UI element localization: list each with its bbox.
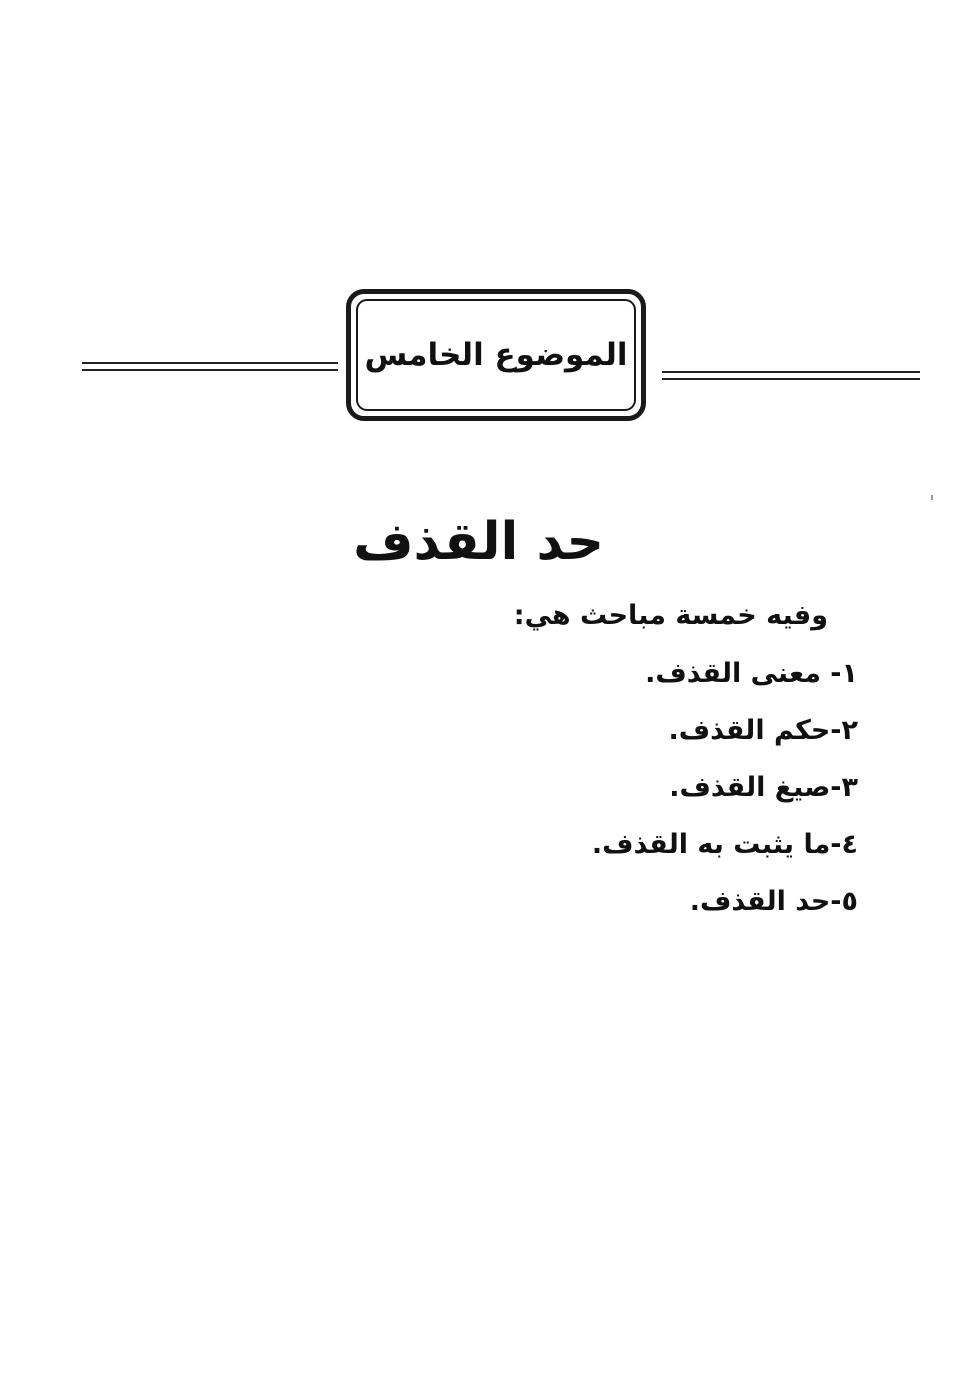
topic-item: ٥-حد القذف. — [689, 886, 858, 917]
topic-item: ٢-حكم القذف. — [668, 715, 858, 746]
chapter-title: حد القذف — [353, 512, 604, 572]
topic-item: ٣-صيغ القذف. — [669, 772, 858, 803]
topic-title-frame — [346, 289, 646, 421]
topics-list — [592, 652, 858, 937]
chapter-intro: وفيه خمسة مباحث هي: — [513, 600, 828, 631]
right-double-rule — [662, 371, 920, 380]
topic-label: الموضوع الخامس — [364, 337, 628, 373]
topic-item: ٤-ما يثبت به القذف. — [591, 829, 858, 860]
left-double-rule — [82, 362, 338, 371]
topic-item: ١- معنى القذف. — [645, 658, 858, 689]
topic-title-inner-frame — [356, 299, 636, 411]
scan-speck — [931, 495, 933, 500]
